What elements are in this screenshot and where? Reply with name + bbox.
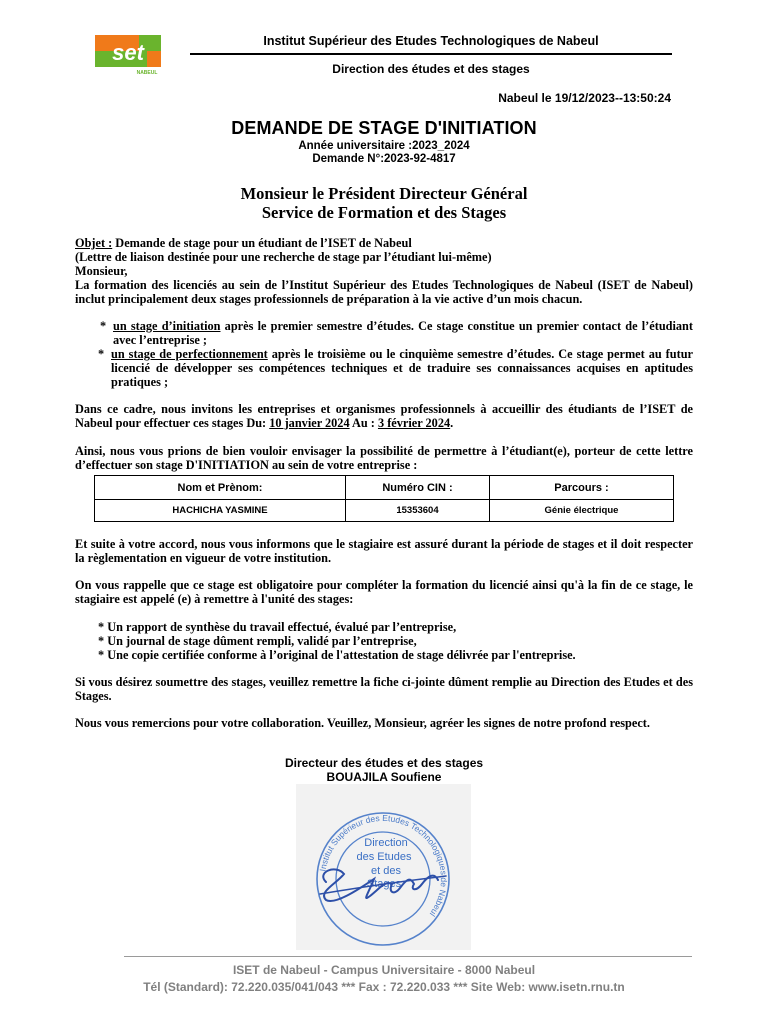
table-row <box>95 500 674 522</box>
signatory-title: Directeur des études et des stages <box>284 756 484 770</box>
bullet1-text: après le premier semestre d’études. Ce stage constitue un premier contact de l’étudiant avec l’entreprise ; <box>113 319 693 347</box>
date-to: 3 février 2024 <box>377 416 451 430</box>
stamp-line1: Direction <box>364 837 408 849</box>
salutation: Monsieur, <box>75 264 128 278</box>
footer-contact: Tél (Standard): 72.220.035/041/043 *** Fax : 72.220.033 *** Site Web: www.isetn.rnu.tn <box>143 980 625 994</box>
bullet-initiation: * un stage d’initiation après le premier semestre d’études. Ce stage constitue un premier contact de l’étudiant avec l’entreprise ; <box>100 319 693 347</box>
recipient-block <box>0 184 768 222</box>
objet-line <box>75 236 693 250</box>
prions-paragraph: Ainsi, nous vous prions de bien vouloir envisager la possibilité de permettre à l’étudiant(e), porteur de cette lettre d’effectuer son stage D'INITIATION au sein de votre entreprise : <box>75 444 693 472</box>
stamp-signature <box>296 784 471 950</box>
col-name-header: Nom et Prènom: <box>95 476 346 500</box>
student-parcours: Génie électrique <box>490 500 674 522</box>
rappel-paragraph: On vous rappelle que ce stage est obligatoire pour compléter la formation du licencié ainsi qu'à la fin de ce stage, le stagiaire est appelé (e) à remettre à l'unité des stages: <box>75 578 693 606</box>
accord-paragraph: Et suite à votre accord, nous vous informons que le stagiaire est assuré durant la période de stages et il doit respecter la règlementation en vigueur de votre institution. <box>75 537 693 565</box>
col-cin-header: Numéro CIN : <box>346 476 490 500</box>
date-line: Nabeul le 19/12/2023--13:50:24 <box>498 91 671 105</box>
title-block <box>0 140 768 165</box>
bullet1-link: un stage d’initiation <box>113 319 221 333</box>
student-table <box>94 475 674 522</box>
bullet2-text: après le troisième ou le cinquième semestre d’études. Ce stage permet au futur licencié de développer ses compétences techniques et de traduire ses connaissances acquises en aptitudes pratiques ; <box>111 347 694 389</box>
institute-name: Institut Supérieur des Etudes Technologiques de Nabeul <box>263 34 599 48</box>
student-cin: 15353604 <box>346 500 490 522</box>
academic-year: Année universitaire :2023_2024 <box>298 140 470 152</box>
intro-paragraph: La formation des licenciés au sein de l’Institut Supérieur des Etudes Technologiques de Nabeul (ISET de Nabeul) inclut principalement deux stages professionnels de préparation à la vie active d’un mois chacun. <box>75 278 693 306</box>
au-label: Au : <box>349 416 378 430</box>
direction-name: Direction des études et des stages <box>332 62 530 76</box>
stamp-line4: Stages <box>366 878 402 890</box>
bullet-perfectionnement: * un stage de perfectionnement après le troisième ou le cinquième semestre d’études. Ce stage permet au futur licencié de développer ses compétences techniques et de traduire ses connaissances acquises en aptitudes pratiques ; <box>98 347 694 389</box>
table-header-row <box>95 476 674 500</box>
logo-subtext: NABEUL <box>136 70 158 75</box>
requirements-list <box>98 620 693 662</box>
cadre-paragraph <box>75 402 693 430</box>
stamp-line3: et des <box>371 865 401 877</box>
logo-text: set <box>112 40 144 65</box>
document-title: DEMANDE DE STAGE D'INITIATION <box>231 118 537 138</box>
signature-block <box>0 756 768 784</box>
cadre-text: Dans ce cadre, nous invitons les entreprises et organismes professionnels à accueillir des étudiants de l’ISET de Nabeul pour effectuer ces stages Du: <box>75 402 693 430</box>
stamp-line2: des Etudes <box>356 851 412 863</box>
thanks-paragraph: Nous vous remercions pour votre collaboration. Veuillez, Monsieur, agréer les signes de notre profond respect. <box>75 716 650 730</box>
requirement-item: * Un journal de stage dûment rempli, validé par l’entreprise, <box>98 634 417 648</box>
footer-divider <box>124 956 692 957</box>
liaison-note: (Lettre de liaison destinée pour une recherche de stage par l’étudiant lui-même) <box>75 250 492 264</box>
objet-label: Objet : <box>75 236 113 250</box>
col-parcours-header: Parcours : <box>490 476 674 500</box>
soumettre-paragraph: Si vous désirez soumettre des stages, veuillez remettre la fiche ci-jointe dûment remplie au Direction des Etudes et des Stages. <box>75 675 693 703</box>
objet-block <box>75 236 693 306</box>
stamp-ring-text: Institut Supérieur des Etudes Technologiques de Nabeul <box>317 812 450 919</box>
recipient-line2: Service de Formation et des Stages <box>261 203 507 222</box>
cadre-end: . <box>450 416 454 430</box>
signatory-name: BOUAJILA Soufiene <box>326 770 442 784</box>
requirement-item: * Un rapport de synthèse du travail effectué, évalué par l’entreprise, <box>98 620 457 634</box>
footer-address: ISET de Nabeul - Campus Universitaire - 8000 Nabeul <box>232 963 536 977</box>
bullet2-link: un stage de perfectionnement <box>111 347 268 361</box>
requirement-item: * Une copie certifiée conforme à l’original de l'attestation de stage délivrée par l'entreprise. <box>98 648 576 662</box>
iset-logo <box>95 35 161 75</box>
header-divider <box>190 53 672 55</box>
request-number: Demande N°:2023-92-4817 <box>312 152 456 165</box>
objet-text: Demande de stage pour un étudiant de l’ISET de Nabeul <box>112 236 412 250</box>
student-name: HACHICHA YASMINE <box>95 500 346 522</box>
recipient-line1: Monsieur le Président Directeur Général <box>240 184 528 203</box>
date-from: 10 janvier 2024 <box>269 416 350 430</box>
